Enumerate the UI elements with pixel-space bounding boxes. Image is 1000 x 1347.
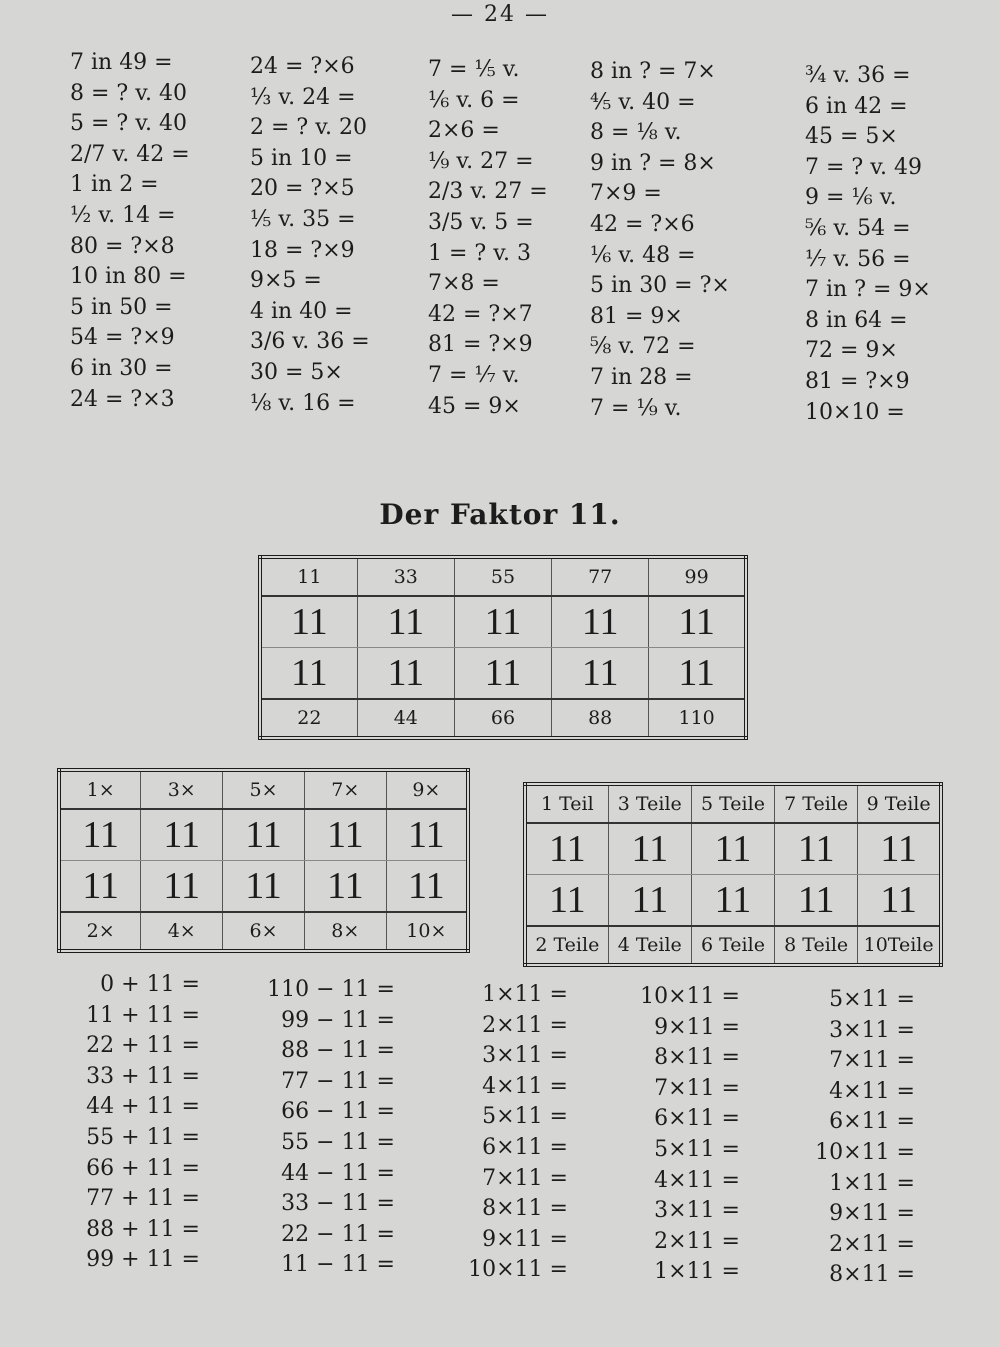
table-row xyxy=(260,648,746,700)
exercise-item: 9×11 = xyxy=(829,1201,915,1227)
factor-cell: 11 xyxy=(141,809,223,861)
exercise-column xyxy=(250,975,395,1281)
exercise-item: 7×11 = xyxy=(482,1165,568,1191)
exercise-item: ⅘ v. 40 = xyxy=(590,89,696,115)
exercise-item: 30 = 5× xyxy=(250,359,343,385)
factor-cell: 11 xyxy=(260,648,357,700)
exercise-item: ⅚ v. 54 = xyxy=(805,215,911,241)
exercise-item: 110 − 11 = xyxy=(267,977,395,1002)
exercise-column xyxy=(60,970,200,1276)
bottom-label-cell: 2 Teile xyxy=(535,934,600,956)
exercise-item: ⅛ v. 16 = xyxy=(250,390,356,416)
factor-cell: 11 xyxy=(649,648,746,700)
exercise-item: 3/6 v. 36 = xyxy=(250,329,370,355)
exercise-item: 6 in 42 = xyxy=(805,93,908,119)
factor-cell: 11 xyxy=(525,875,608,927)
exercise-item: 9 in ? = 8× xyxy=(590,150,716,176)
exercise-item: 7 = ⅕ v. xyxy=(428,57,520,82)
top-label-cell: 5× xyxy=(223,770,305,809)
exercise-item: 22 + 11 = xyxy=(86,1033,200,1059)
factor-cell: 11 xyxy=(552,648,649,700)
exercise-item: 7 in 28 = xyxy=(590,364,693,390)
exercise-item: 45 = 5× xyxy=(805,124,898,150)
factor-cell: 11 xyxy=(454,596,551,648)
exercise-item: 8 in ? = 7× xyxy=(590,59,716,84)
exercise-item: 10 in 80 = xyxy=(70,264,187,290)
exercise-item: 33 + 11 = xyxy=(86,1063,200,1089)
top-label-cell: 1 Teil xyxy=(525,784,608,823)
exercise-item: 44 − 11 = xyxy=(281,1160,395,1186)
top-label-cell: 3 Teile xyxy=(608,784,691,823)
factor-cell: 11 xyxy=(775,823,858,875)
factor-cell: 11 xyxy=(59,861,141,913)
exercise-item: 4×11 = xyxy=(829,1078,915,1104)
exercise-item: 8×11 = xyxy=(829,1262,915,1288)
exercise-item: 2×11 = xyxy=(829,1231,915,1257)
exercise-item: ¾ v. 36 = xyxy=(805,63,911,88)
exercise-item: 2 = ? v. 20 xyxy=(250,115,368,141)
exercise-item: 5×11 = xyxy=(654,1136,740,1162)
exercise-item: 8×11 = xyxy=(482,1196,568,1222)
exercise-item: 8 = ⅛ v. xyxy=(590,120,682,146)
exercise-item: 9×5 = xyxy=(250,268,322,294)
parts-table xyxy=(523,782,943,967)
exercise-column xyxy=(780,985,915,1291)
table-row xyxy=(525,926,941,965)
table-row xyxy=(260,557,746,596)
exercise-item: 81 = 9× xyxy=(590,303,683,329)
exercise-item: 7 = ⅑ v. xyxy=(590,395,682,421)
top-label-cell: 77 xyxy=(552,557,649,596)
exercise-item: 42 = ?×6 xyxy=(590,211,695,237)
exercise-item: ⅕ v. 35 = xyxy=(250,206,356,232)
factor-cell: 11 xyxy=(858,875,941,927)
exercise-item: 3×11 = xyxy=(829,1017,915,1043)
exercise-item: 4×11 = xyxy=(654,1167,740,1193)
exercise-item: 81 = ?×9 xyxy=(805,368,910,394)
exercise-item: 2×11 = xyxy=(482,1012,568,1038)
factor-cell: 11 xyxy=(608,823,691,875)
factor-table xyxy=(258,555,748,740)
exercise-item: 5×11 = xyxy=(829,987,915,1012)
factor-cell: 11 xyxy=(454,648,551,700)
exercise-item: 8 = ? v. 40 xyxy=(70,80,188,106)
exercise-item: 10×11 = xyxy=(815,1139,915,1165)
factor-cell: 11 xyxy=(223,861,305,913)
exercise-item: 72 = 9× xyxy=(805,338,898,364)
bottom-label-cell: 22 xyxy=(297,707,322,729)
exercise-item: ⅝ v. 72 = xyxy=(590,334,696,360)
exercise-item: 66 + 11 = xyxy=(86,1155,200,1181)
exercise-item: 4 in 40 = xyxy=(250,298,353,324)
table-row xyxy=(525,823,941,875)
top-label-cell: 9 Teile xyxy=(858,784,941,823)
exercise-item: 81 = ?×9 xyxy=(428,332,533,358)
exercise-item: 54 = ?×9 xyxy=(70,325,175,351)
factor-cell: 11 xyxy=(858,823,941,875)
exercise-item: 2×6 = xyxy=(428,118,500,144)
exercise-item: 42 = ?×7 xyxy=(428,301,533,327)
exercise-item: 7×11 = xyxy=(654,1075,740,1101)
bottom-label-cell: 66 xyxy=(454,699,551,738)
exercise-item: 1×11 = xyxy=(482,982,568,1007)
exercise-item: 9 = ⅙ v. xyxy=(805,185,897,211)
factor-cell: 11 xyxy=(608,875,691,927)
exercise-column xyxy=(590,57,730,424)
exercise-item: 7×9 = xyxy=(590,181,662,207)
top-label-cell: 3× xyxy=(141,770,223,809)
top-label-cell: 9× xyxy=(386,770,468,809)
exercise-item: 24 = ?×3 xyxy=(70,386,175,412)
factor-cell: 11 xyxy=(357,648,454,700)
exercise-item: 33 − 11 = xyxy=(281,1191,395,1217)
top-label-cell: 55 xyxy=(454,557,551,596)
exercise-item: 3×11 = xyxy=(654,1198,740,1224)
exercise-item: 18 = ?×9 xyxy=(250,237,355,263)
bottom-label-cell: 8 Teile xyxy=(775,926,858,965)
exercise-item: 99 + 11 = xyxy=(86,1247,200,1273)
table-row xyxy=(59,770,468,809)
top-label-cell: 7 Teile xyxy=(775,784,858,823)
bottom-label-cell: 10Teile xyxy=(858,926,941,965)
exercise-item: 24 = ?×6 xyxy=(250,54,355,79)
exercise-item: 20 = ?×5 xyxy=(250,176,355,202)
table-row xyxy=(59,861,468,913)
exercise-item: 4×11 = xyxy=(482,1073,568,1099)
factor-cell: 11 xyxy=(304,809,386,861)
top-label-cell: 33 xyxy=(357,557,454,596)
bottom-label-cell: 2× xyxy=(86,920,115,942)
exercise-item: 22 − 11 = xyxy=(281,1221,395,1247)
table-row xyxy=(59,912,468,951)
exercise-item: 3/5 v. 5 = xyxy=(428,209,534,235)
exercise-item: 2/7 v. 42 = xyxy=(70,141,190,167)
table-row xyxy=(525,875,941,927)
exercise-item: 7×8 = xyxy=(428,271,500,297)
exercise-item: 10×11 = xyxy=(468,1257,568,1283)
factor-cell: 11 xyxy=(141,861,223,913)
exercise-item: 2×11 = xyxy=(654,1228,740,1254)
exercise-item: 7×11 = xyxy=(829,1048,915,1074)
exercise-item: 5 in 50 = xyxy=(70,294,173,320)
exercise-column xyxy=(428,55,548,422)
top-label-cell: 5 Teile xyxy=(691,784,774,823)
page-number: — 24 — xyxy=(451,2,549,27)
bottom-label-cell: 4 Teile xyxy=(608,926,691,965)
exercise-item: 1×11 = xyxy=(829,1170,915,1196)
exercise-item: 55 − 11 = xyxy=(281,1129,395,1155)
exercise-item: 88 + 11 = xyxy=(86,1216,200,1242)
exercise-item: 7 = ⅐ v. xyxy=(428,362,520,388)
table-row xyxy=(260,699,746,738)
exercise-item: 5 in 30 = ?× xyxy=(590,273,730,299)
bottom-label-cell: 110 xyxy=(649,699,746,738)
exercise-item: 45 = 9× xyxy=(428,393,521,419)
exercise-item: 0 + 11 = xyxy=(100,972,200,997)
section-title: Der Faktor 11. xyxy=(379,498,621,531)
exercise-item: 80 = ?×8 xyxy=(70,233,175,259)
factor-cell: 11 xyxy=(691,875,774,927)
exercise-item: 2/3 v. 27 = xyxy=(428,179,548,205)
exercise-item: 1 = ? v. 3 xyxy=(428,240,532,266)
exercise-item: 6 in 30 = xyxy=(70,355,173,381)
exercise-item: 7 = ? v. 49 xyxy=(805,154,923,180)
factor-cell: 11 xyxy=(357,596,454,648)
exercise-item: 44 + 11 = xyxy=(86,1094,200,1120)
table-row xyxy=(525,784,941,823)
exercise-item: 77 + 11 = xyxy=(86,1186,200,1212)
factor-cell: 11 xyxy=(649,596,746,648)
factor-cell: 11 xyxy=(260,596,357,648)
exercise-item: 5 = ? v. 40 xyxy=(70,111,188,137)
table-row xyxy=(260,596,746,648)
exercise-item: 1 in 2 = xyxy=(70,172,159,198)
top-label-cell: 7× xyxy=(304,770,386,809)
factor-cell: 11 xyxy=(525,823,608,875)
exercise-item: 55 + 11 = xyxy=(86,1124,200,1150)
exercise-item: ½ v. 14 = xyxy=(70,202,176,228)
exercise-item: ⅙ v. 48 = xyxy=(590,242,696,268)
bottom-label-cell: 6× xyxy=(223,912,305,951)
factor-cell: 11 xyxy=(59,809,141,861)
bottom-label-cell: 44 xyxy=(357,699,454,738)
bottom-label-cell: 8× xyxy=(304,912,386,951)
bottom-label-cell: 4× xyxy=(141,912,223,951)
exercise-item: 1×11 = xyxy=(654,1259,740,1285)
factor-cell: 11 xyxy=(775,875,858,927)
exercise-item: 66 − 11 = xyxy=(281,1099,395,1125)
exercise-item: ⅙ v. 6 = xyxy=(428,87,520,113)
exercise-item: 9×11 = xyxy=(654,1014,740,1040)
bottom-label-cell: 6 Teile xyxy=(691,926,774,965)
exercise-item: 99 − 11 = xyxy=(281,1007,395,1033)
exercise-item: 7 in 49 = xyxy=(70,50,173,75)
top-label-cell: 99 xyxy=(649,557,746,596)
exercise-column xyxy=(430,980,568,1286)
exercise-column xyxy=(70,48,190,415)
exercise-item: 8×11 = xyxy=(654,1045,740,1071)
top-label-cell: 1× xyxy=(59,770,141,809)
exercise-item: 77 − 11 = xyxy=(281,1068,395,1094)
top-label-cell: 11 xyxy=(260,557,357,596)
factor-cell: 11 xyxy=(691,823,774,875)
exercise-item: 3×11 = xyxy=(482,1043,568,1069)
exercise-item: ⅐ v. 56 = xyxy=(805,246,911,272)
factor-cell: 11 xyxy=(304,861,386,913)
exercise-item: 6×11 = xyxy=(482,1134,568,1160)
exercise-item: 6×11 = xyxy=(829,1109,915,1135)
exercise-item: 6×11 = xyxy=(654,1106,740,1132)
exercise-item: 5 in 10 = xyxy=(250,145,353,171)
factor-cell: 11 xyxy=(386,809,468,861)
exercise-item: ⅑ v. 27 = xyxy=(428,148,534,174)
factor-cell: 11 xyxy=(223,809,305,861)
bottom-label-cell: 10× xyxy=(386,912,468,951)
exercise-item: 11 − 11 = xyxy=(281,1252,395,1278)
exercise-item: 10×10 = xyxy=(805,399,905,425)
table-row xyxy=(59,809,468,861)
exercise-item: 10×11 = xyxy=(640,984,740,1009)
exercise-column xyxy=(600,982,740,1288)
factor-cell: 11 xyxy=(552,596,649,648)
exercise-column xyxy=(805,61,931,428)
exercise-item: 88 − 11 = xyxy=(281,1038,395,1064)
times-table xyxy=(57,768,470,953)
exercise-column xyxy=(250,52,370,419)
bottom-label-cell: 88 xyxy=(552,699,649,738)
factor-cell: 11 xyxy=(386,861,468,913)
exercise-item: 7 in ? = 9× xyxy=(805,277,931,303)
exercise-item: 9×11 = xyxy=(482,1226,568,1252)
exercise-item: 5×11 = xyxy=(482,1104,568,1130)
exercise-item: 8 in 64 = xyxy=(805,307,908,333)
exercise-item: ⅓ v. 24 = xyxy=(250,84,356,110)
exercise-item: 11 + 11 = xyxy=(86,1002,200,1028)
